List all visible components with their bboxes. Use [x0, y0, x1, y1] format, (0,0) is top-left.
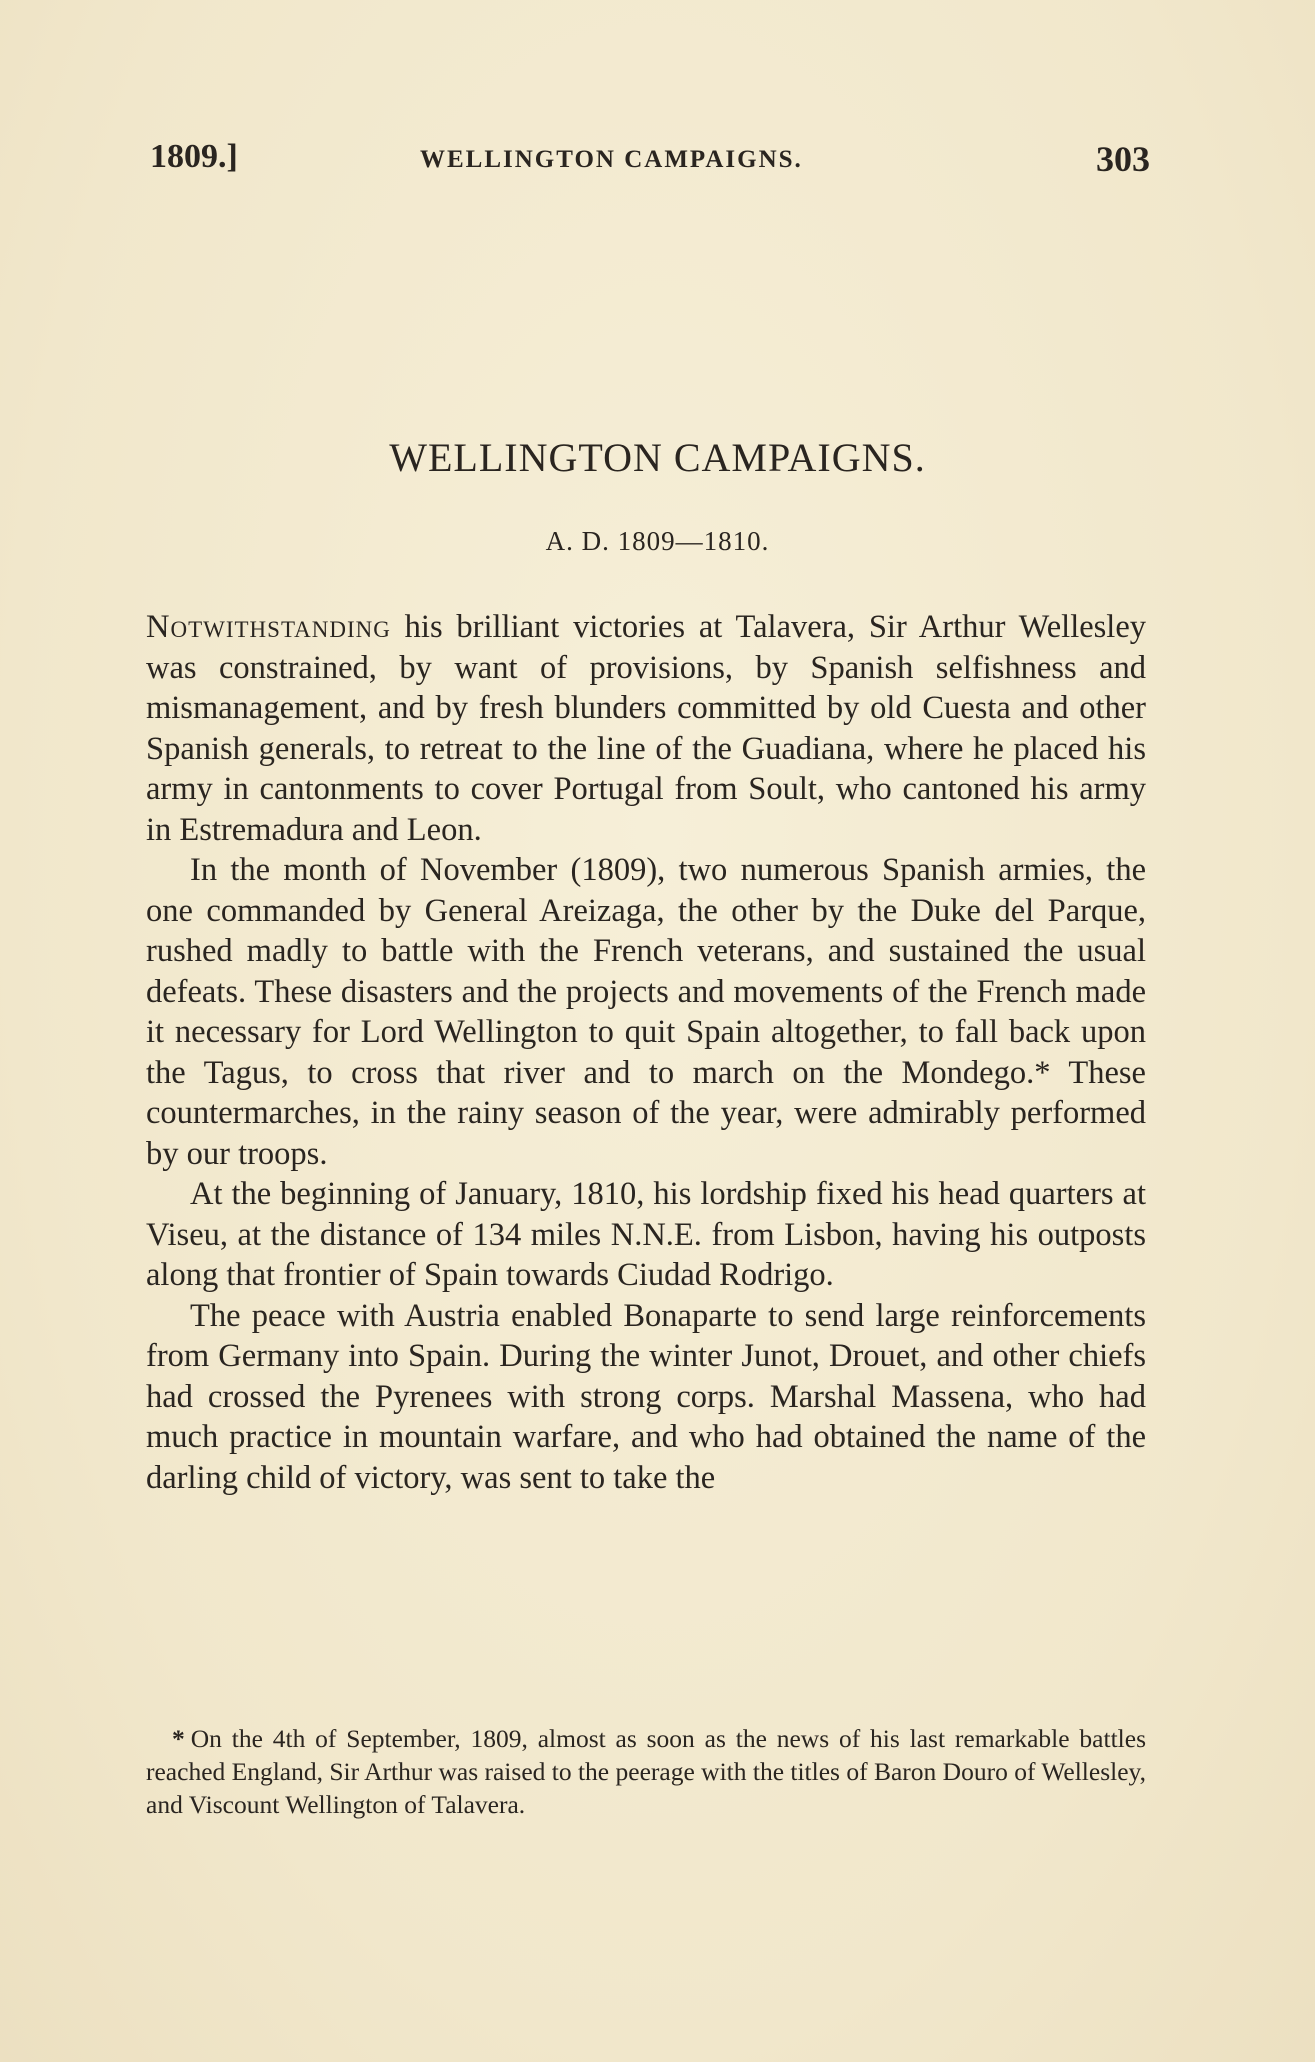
paragraph-1 [146, 607, 1146, 850]
paragraph-4: The peace with Austria enabled Bonaparte to send large reinforcements from Germany into Spain. During the winter Junot, Drouet, and other chiefs had crossed the Pyrenees with strong corps. Marshal Massena, who had much practice in mountain warfare, and who had obtained the name of the darling child of victory, was sent to take the [146, 1297, 1146, 1496]
chapter-date: A. D. 1809—1810. [545, 526, 770, 556]
running-head-title: WELLINGTON CAMPAIGNS. [420, 146, 803, 173]
running-head-year: 1809.] [150, 138, 238, 175]
drop-lead-word: Notwithstanding [146, 609, 391, 645]
footnote-text: On the 4th of September, 1809, almost as soon as the news of his last remarkable battles reached England, Sir Arthur was raised to the peerage with the titles of Baron Douro of Wellesley, and Viscount Wellington of Talavera. [146, 1724, 1146, 1819]
footnote-paragraph [146, 1722, 1146, 1821]
footnote-marker: * [172, 1724, 185, 1753]
footnote [146, 1722, 1146, 1821]
paragraph-2: In the month of November (1809), two numerous Spanish armies, the one commanded by General Areizaga, the other by the Duke del Parque, rushed madly to battle with the French veterans, and sustained the usual defeats. These disasters and the projects and movements of the French made it necessary for Lord Wellington to quit Spain altogether, to fall back upon the Tagus, to cross that river and to march on the Mondego.* These countermarches, in the rainy season of the year, were admirably performed by our troops. [146, 852, 1146, 1172]
paragraph-3: At the beginning of January, 1810, his lordship fixed his head quarters at Viseu, at the distance of 134 miles N.N.E. from Lisbon, having his outposts along that frontier of Spain towards Ciudad Rodrigo. [146, 1176, 1146, 1293]
body-text [146, 607, 1146, 1498]
running-head [150, 138, 1150, 178]
chapter-title: WELLINGTON CAMPAIGNS. [389, 435, 926, 480]
paragraph-1-text: his brilliant victories at Talavera, Sir Arthur Wellesley was constrained, by want of provisions, by Spanish selfishness and mismanagement, and by fresh blunders committed by old Cuesta and other Spanish generals, to retreat to the line of the Guadiana, where he placed his army in cantonments to cover Portugal from Soult, who cantoned his army in Estremadura and Leon. [146, 609, 1146, 848]
page-number: 303 [1096, 139, 1150, 179]
